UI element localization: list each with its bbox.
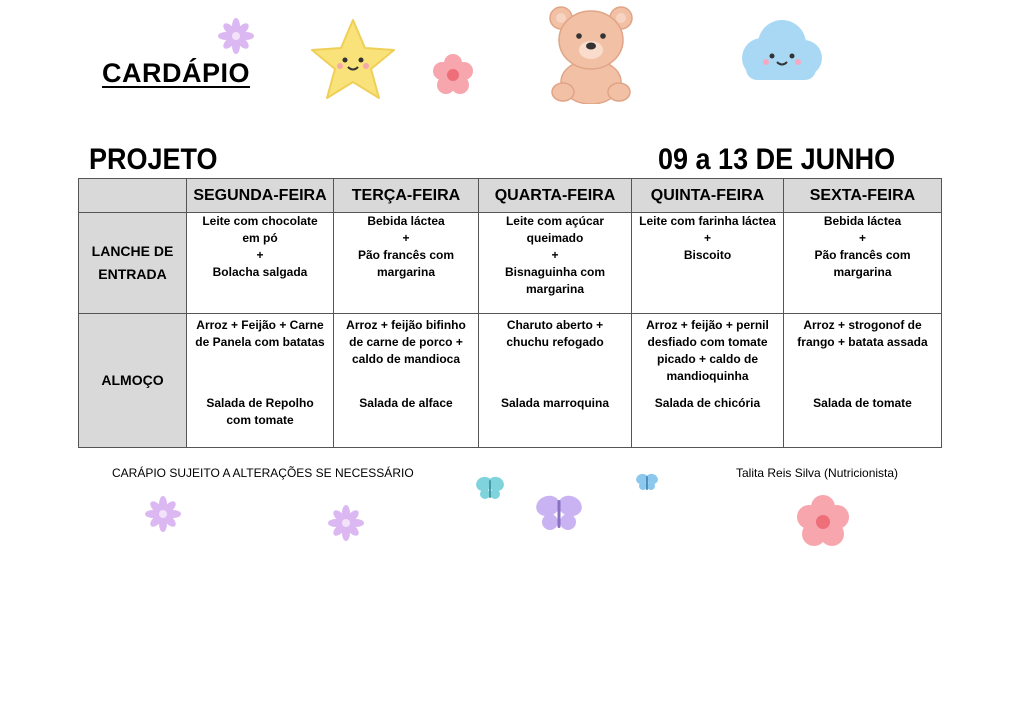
menu-cell xyxy=(334,213,479,314)
menu-table xyxy=(78,178,942,448)
menu-cell xyxy=(187,314,334,448)
meal-label-lunch xyxy=(79,314,187,448)
menu-cell xyxy=(479,213,632,314)
day-header: QUARTA-FEIRA xyxy=(479,179,632,213)
menu-disclaimer: CARÁPIO SUJEITO A ALTERAÇÕES SE NECESSÁRIO xyxy=(112,466,414,480)
menu-line: + xyxy=(703,231,711,245)
menu-line: desfiado com tomate xyxy=(647,335,768,349)
menu-line: mandioquinha xyxy=(666,369,749,383)
lunch-main xyxy=(483,314,627,395)
menu-line: frango + batata assada xyxy=(797,335,928,349)
flower-icon xyxy=(328,505,364,541)
table-row xyxy=(79,314,942,448)
menu-line: + xyxy=(551,248,559,262)
lunch-main xyxy=(338,314,474,395)
butterfly-icon xyxy=(636,472,658,492)
menu-line: Leite com açúcar xyxy=(505,214,605,228)
menu-line: Leite com farinha láctea xyxy=(639,214,776,228)
menu-line: margarina xyxy=(525,282,585,296)
table-row xyxy=(79,213,942,314)
day-header: TERÇA-FEIRA xyxy=(334,179,479,213)
menu-line: margarina xyxy=(376,265,436,279)
butterfly-icon xyxy=(475,474,505,502)
menu-line: Arroz + Feijão + Carne xyxy=(196,318,324,332)
teddy-bear-icon xyxy=(545,4,637,104)
day-header: SEXTA-FEIRA xyxy=(784,179,942,213)
lunch-salad xyxy=(636,395,779,426)
label-line: LANCHE DE xyxy=(91,243,174,259)
menu-line: Bebida láctea xyxy=(367,214,445,228)
menu-cell xyxy=(784,213,942,314)
date-range: 09 a 13 DE JUNHO xyxy=(658,143,896,176)
menu-cell xyxy=(479,314,632,448)
menu-line: Salada marroquina xyxy=(500,396,610,410)
menu-line: Biscoito xyxy=(683,248,732,262)
label-line: ALMOÇO xyxy=(101,372,164,388)
menu-line: Bisnaguinha com xyxy=(504,265,605,279)
menu-line: Leite com chocolate xyxy=(202,214,318,228)
flower-icon xyxy=(794,494,852,548)
menu-cell xyxy=(187,213,334,314)
menu-line: Salada de alface xyxy=(359,396,453,410)
lunch-main xyxy=(788,314,937,395)
lunch-main xyxy=(636,314,779,395)
menu-line: Arroz + feijão + pernil xyxy=(646,318,769,332)
menu-line: + xyxy=(402,231,410,245)
flower-icon xyxy=(430,52,476,98)
menu-line: Arroz + strogonof de xyxy=(803,318,922,332)
menu-line: + xyxy=(858,231,866,245)
header-corner xyxy=(79,179,187,213)
cloud-icon xyxy=(732,16,826,88)
meal-label-snack xyxy=(79,213,187,314)
lunch-salad xyxy=(483,395,627,426)
flower-icon xyxy=(218,18,254,54)
nutritionist-signature: Talita Reis Silva (Nutricionista) xyxy=(736,466,899,480)
star-icon xyxy=(308,16,398,104)
menu-line: Salada de tomate xyxy=(813,396,912,410)
menu-line: margarina xyxy=(833,265,892,279)
menu-line: Salada de Repolho xyxy=(206,396,314,410)
menu-line: Bolacha salgada xyxy=(212,265,308,279)
menu-line: Bebida láctea xyxy=(823,214,902,228)
menu-cell xyxy=(784,314,942,448)
label-line: ENTRADA xyxy=(98,266,167,282)
menu-line: de carne de porco + xyxy=(349,335,463,349)
menu-line: Charuto aberto + xyxy=(506,318,604,332)
menu-cell xyxy=(632,213,784,314)
lunch-salad xyxy=(191,395,329,443)
day-header: SEGUNDA-FEIRA xyxy=(187,179,334,213)
project-label: PROJETO xyxy=(89,143,218,176)
lunch-salad xyxy=(338,395,474,426)
page-title: CARDÁPIO xyxy=(102,58,251,88)
menu-cell xyxy=(632,314,784,448)
menu-cell xyxy=(334,314,479,448)
menu-line: em pó xyxy=(242,231,278,245)
menu-line: Arroz + feijão bifinho xyxy=(346,318,466,332)
menu-line: chuchu refogado xyxy=(506,335,604,349)
table-header-row xyxy=(79,179,942,213)
lunch-salad xyxy=(788,395,937,426)
butterfly-icon xyxy=(535,492,583,534)
flower-icon xyxy=(145,496,181,532)
menu-line: queimado xyxy=(526,231,584,245)
menu-line: de Panela com batatas xyxy=(195,335,325,349)
menu-line: + xyxy=(256,248,264,262)
menu-line: Pão francês com xyxy=(814,248,911,262)
day-header: QUINTA-FEIRA xyxy=(632,179,784,213)
menu-line: picado + caldo de xyxy=(656,352,759,366)
lunch-main xyxy=(191,314,329,395)
menu-line: com tomate xyxy=(226,413,294,427)
menu-line: Pão francês com xyxy=(357,248,455,262)
menu-line: caldo de mandioca xyxy=(351,352,461,366)
menu-line: Salada de chicória xyxy=(654,396,761,410)
